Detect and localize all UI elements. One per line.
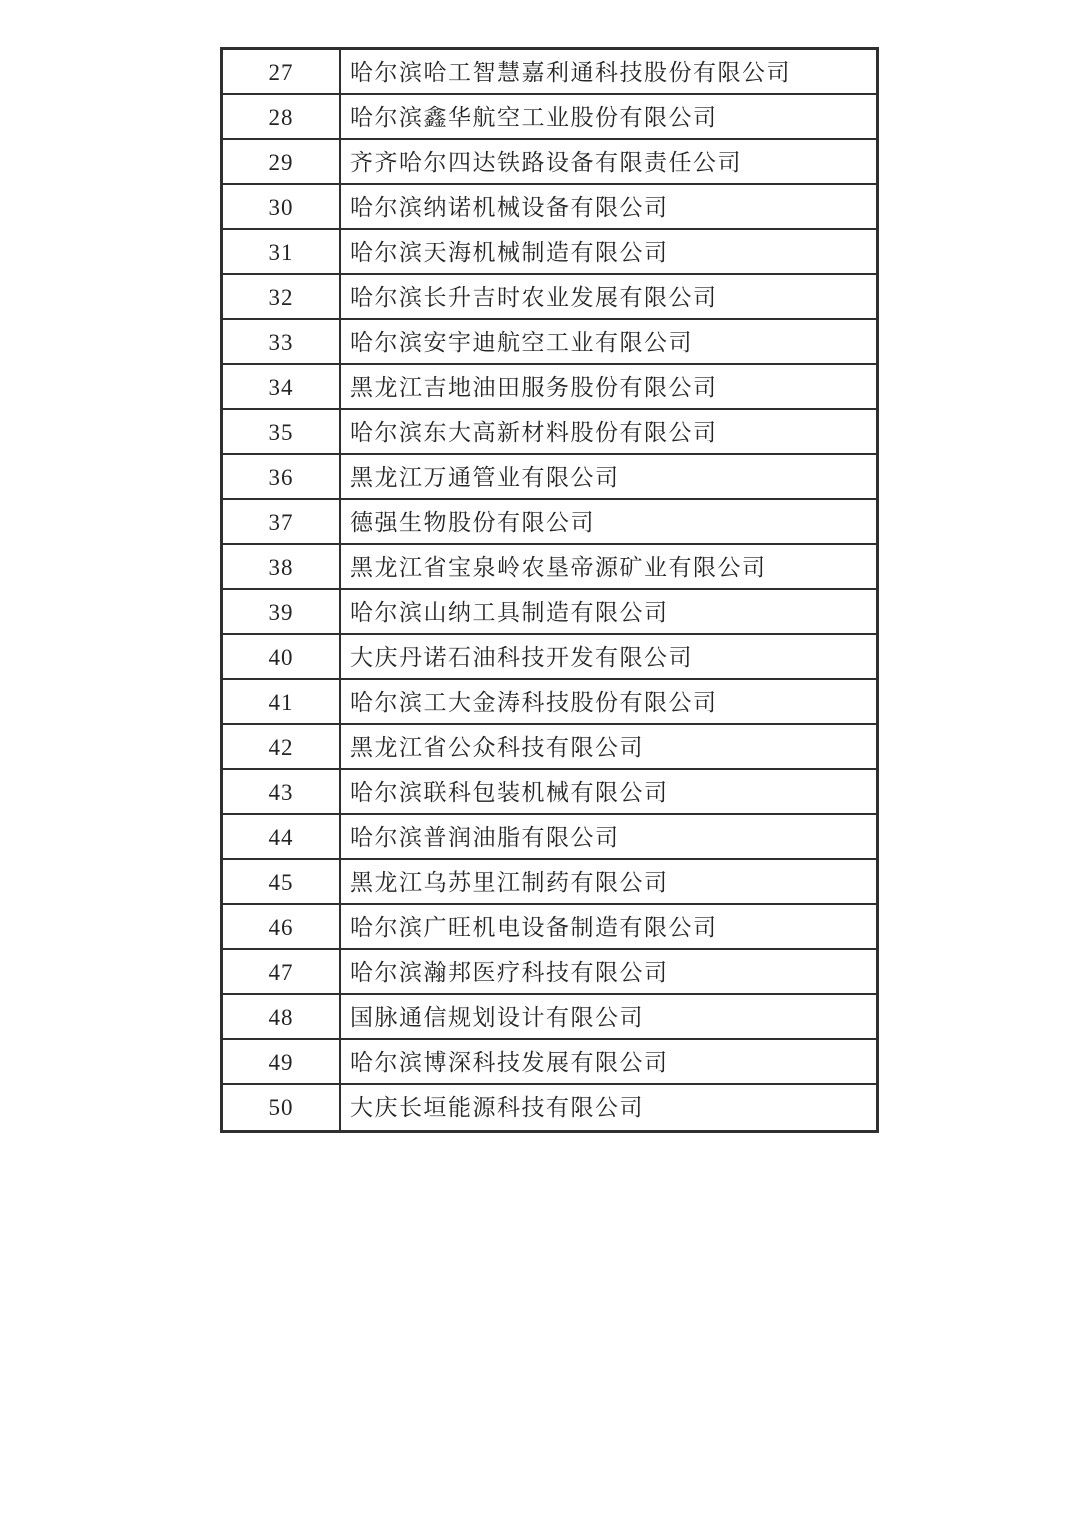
company-name-cell: 黑龙江吉地油田服务股份有限公司	[350, 375, 718, 400]
table-row	[223, 50, 876, 95]
company-name-cell: 哈尔滨博深科技发展有限公司	[350, 1050, 669, 1075]
row-number-cell: 27	[223, 50, 341, 93]
row-number-cell: 28	[223, 95, 341, 138]
row-number-cell: 34	[223, 365, 341, 408]
table-row	[223, 590, 876, 635]
table-row	[223, 230, 876, 275]
table-row	[223, 545, 876, 590]
row-number-cell: 49	[223, 1040, 341, 1083]
company-name-cell: 大庆长垣能源科技有限公司	[350, 1095, 644, 1120]
table-row	[223, 320, 876, 365]
row-number-cell: 43	[223, 770, 341, 813]
table-row	[223, 770, 876, 815]
company-name-cell: 哈尔滨山纳工具制造有限公司	[350, 600, 669, 625]
company-name-cell: 哈尔滨工大金涛科技股份有限公司	[350, 690, 718, 715]
row-number-cell: 36	[223, 455, 341, 498]
table-row	[223, 905, 876, 950]
company-name-cell: 哈尔滨鑫华航空工业股份有限公司	[350, 105, 718, 130]
company-name-cell: 哈尔滨联科包装机械有限公司	[350, 780, 669, 805]
row-number-cell: 50	[223, 1085, 341, 1130]
row-number-cell: 48	[223, 995, 341, 1038]
table-row	[223, 455, 876, 500]
row-number-cell: 41	[223, 680, 341, 723]
table-row	[223, 950, 876, 995]
row-number-cell: 42	[223, 725, 341, 768]
row-number-cell: 29	[223, 140, 341, 183]
row-number-cell: 39	[223, 590, 341, 633]
company-name-cell: 黑龙江乌苏里江制药有限公司	[350, 870, 669, 895]
table-row	[223, 1040, 876, 1085]
table-row	[223, 275, 876, 320]
table-row	[223, 365, 876, 410]
row-number-cell: 32	[223, 275, 341, 318]
table-row	[223, 815, 876, 860]
company-name-cell: 黑龙江万通管业有限公司	[350, 465, 620, 490]
row-number-cell: 45	[223, 860, 341, 903]
row-number-cell: 40	[223, 635, 341, 678]
table-row	[223, 860, 876, 905]
table-row	[223, 1085, 876, 1130]
table-row	[223, 95, 876, 140]
company-name-cell: 哈尔滨长升吉时农业发展有限公司	[350, 285, 718, 310]
row-number-cell: 31	[223, 230, 341, 273]
row-number-cell: 47	[223, 950, 341, 993]
row-number-cell: 30	[223, 185, 341, 228]
company-name-cell: 哈尔滨天海机械制造有限公司	[350, 240, 669, 265]
table-row	[223, 995, 876, 1040]
company-name-cell: 黑龙江省公众科技有限公司	[350, 735, 644, 760]
company-name-cell: 德强生物股份有限公司	[350, 510, 595, 535]
company-name-cell: 哈尔滨东大高新材料股份有限公司	[350, 420, 718, 445]
table-row	[223, 140, 876, 185]
table-row	[223, 680, 876, 725]
row-number-cell: 44	[223, 815, 341, 858]
row-number-cell: 35	[223, 410, 341, 453]
company-list-table	[220, 47, 879, 1133]
table-row	[223, 410, 876, 455]
company-name-cell: 哈尔滨广旺机电设备制造有限公司	[350, 915, 718, 940]
row-number-cell: 46	[223, 905, 341, 948]
row-number-cell: 33	[223, 320, 341, 363]
company-name-cell: 齐齐哈尔四达铁路设备有限责任公司	[350, 150, 742, 175]
company-name-cell: 国脉通信规划设计有限公司	[350, 1005, 644, 1030]
table-row	[223, 635, 876, 680]
company-name-cell: 哈尔滨普润油脂有限公司	[350, 825, 620, 850]
company-name-cell: 黑龙江省宝泉岭农垦帝源矿业有限公司	[350, 555, 767, 580]
row-number-cell: 37	[223, 500, 341, 543]
table-row	[223, 500, 876, 545]
company-name-cell: 哈尔滨哈工智慧嘉利通科技股份有限公司	[350, 60, 791, 85]
company-name-cell: 哈尔滨纳诺机械设备有限公司	[350, 195, 669, 220]
company-name-cell: 哈尔滨瀚邦医疗科技有限公司	[350, 960, 669, 985]
company-name-cell: 大庆丹诺石油科技开发有限公司	[350, 645, 693, 670]
company-name-cell: 哈尔滨安宇迪航空工业有限公司	[350, 330, 693, 355]
table-row	[223, 725, 876, 770]
row-number-cell: 38	[223, 545, 341, 588]
table-row	[223, 185, 876, 230]
